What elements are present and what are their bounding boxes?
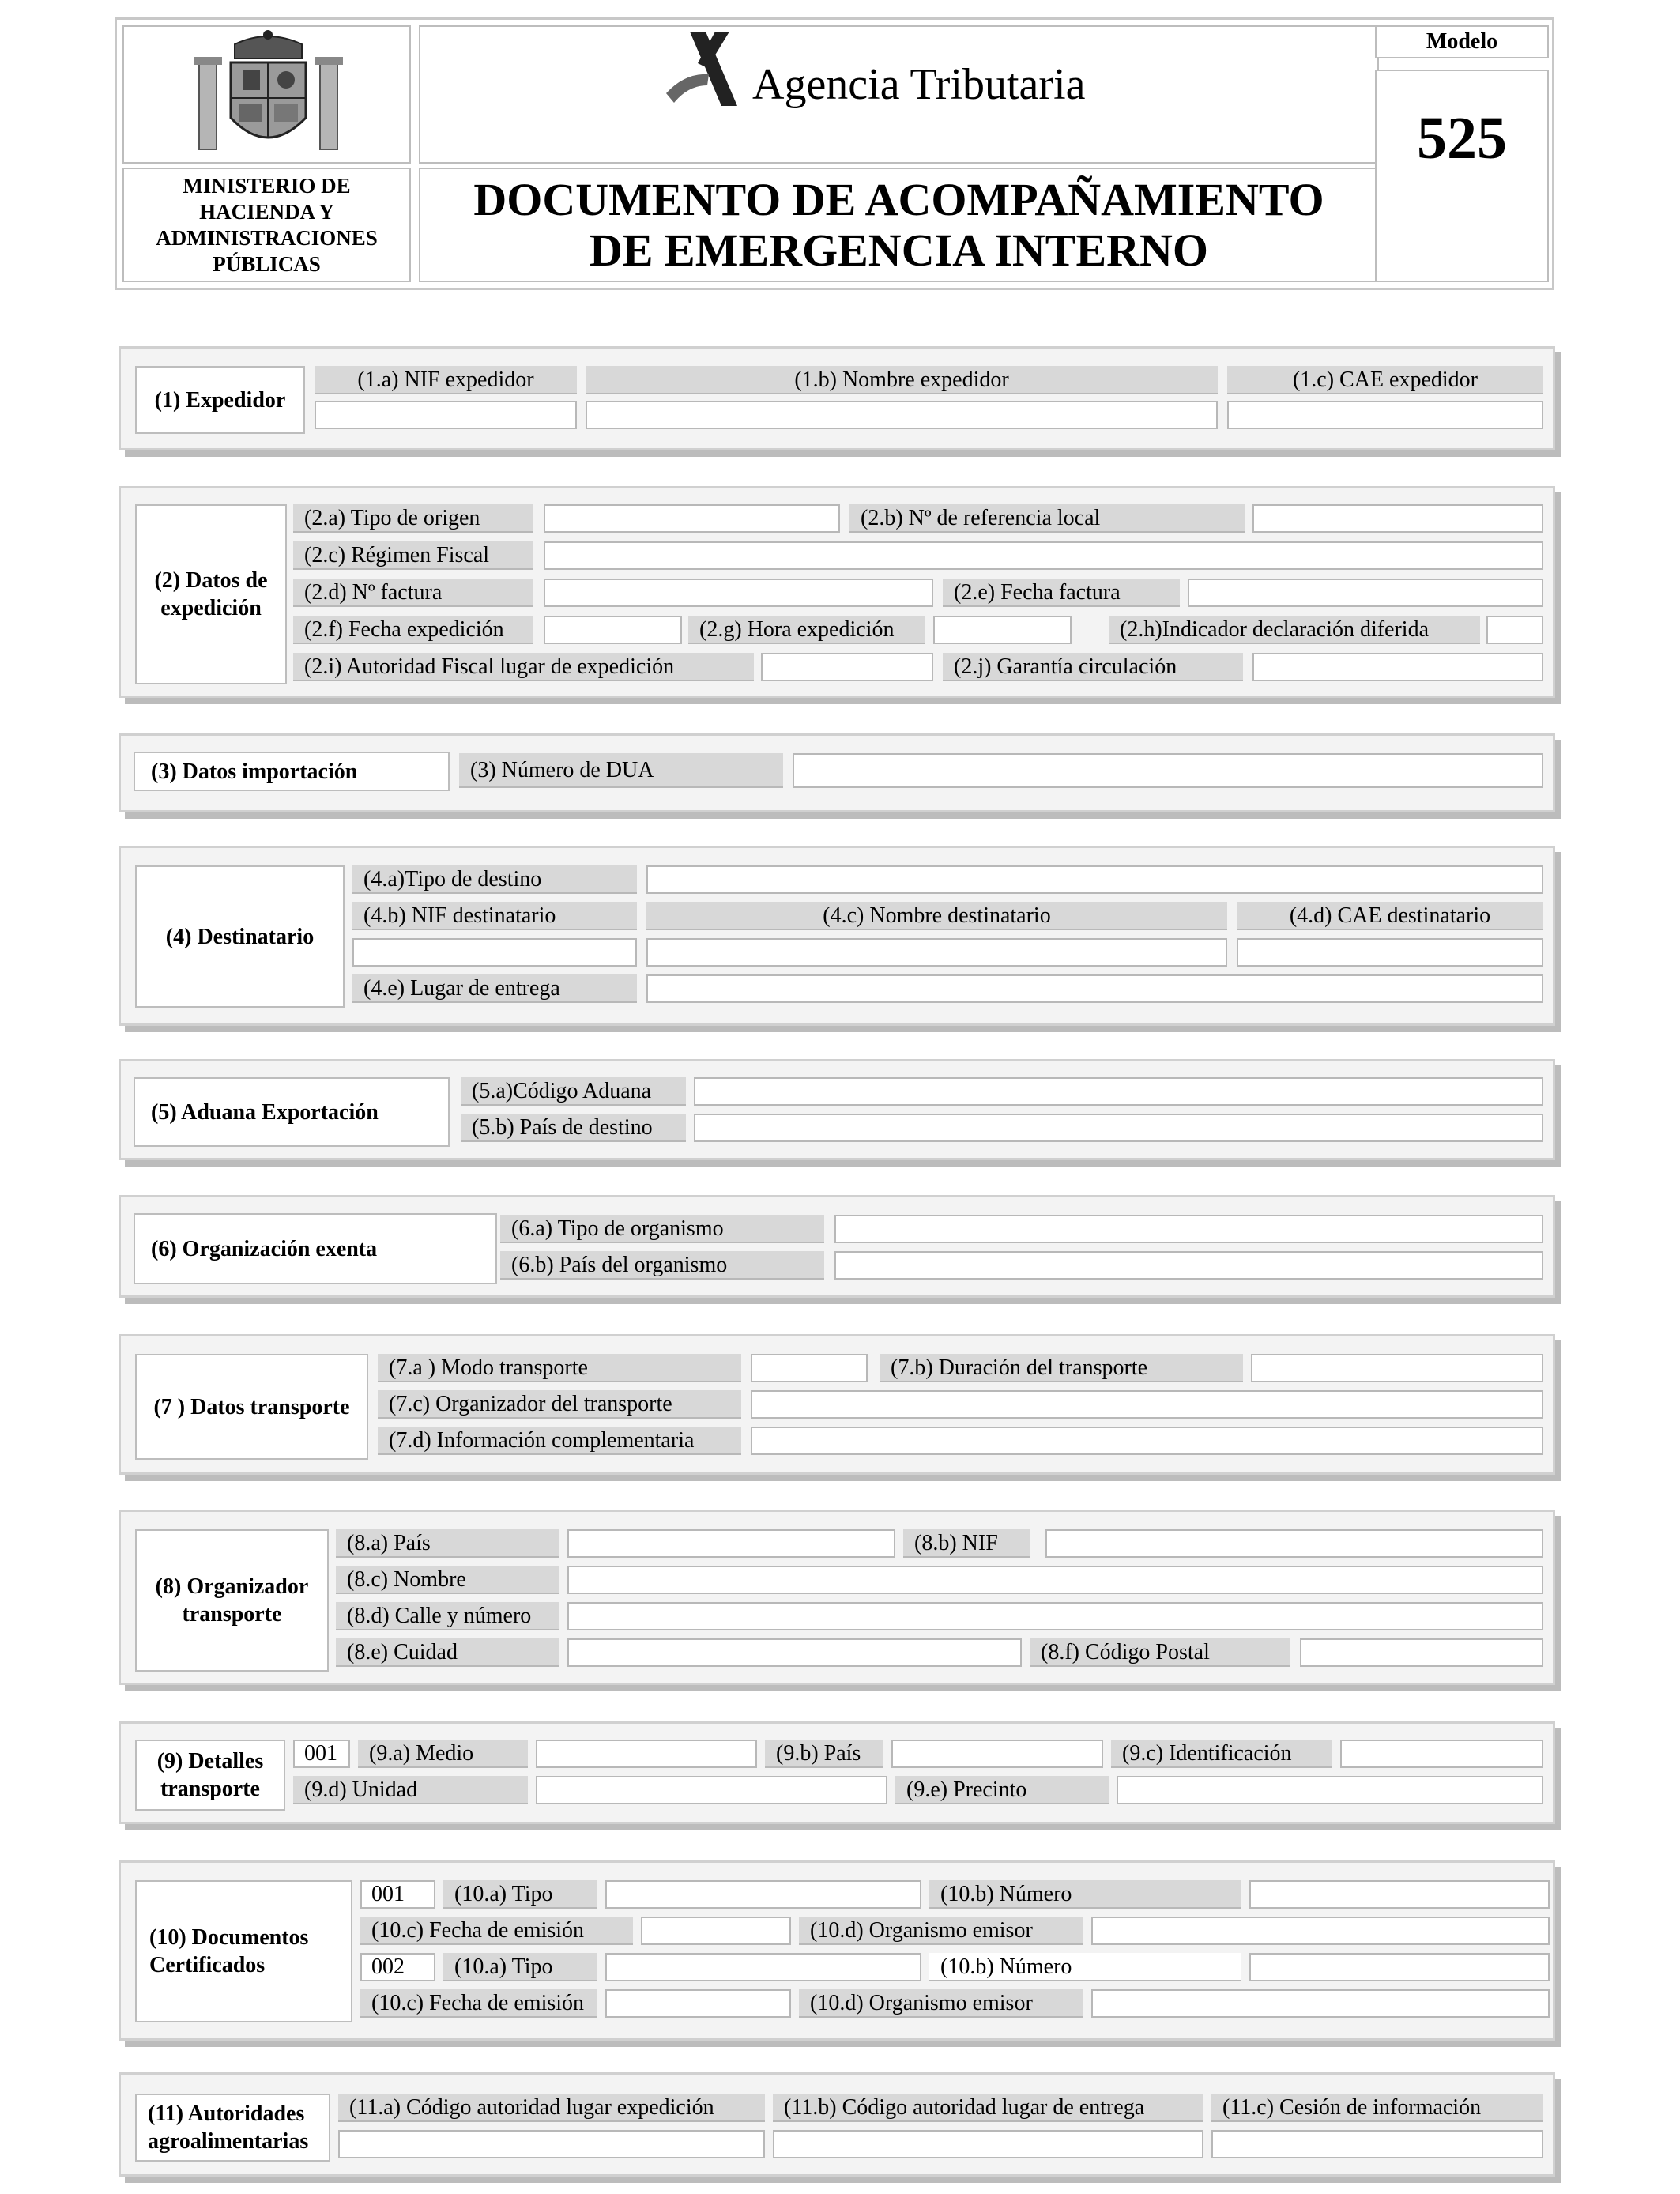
document-title-line2: DE EMERGENCIA INTERNO [589,224,1209,276]
section-documentos-certificados [119,1860,1555,2041]
ciudad-field[interactable] [567,1638,1022,1667]
autoridad-fiscal-field[interactable] [761,653,933,681]
label-7c: (7.c) Organizador del transporte [378,1390,741,1419]
tipo-documento-1-field[interactable] [605,1880,921,1909]
documento-2-number[interactable]: 002 [360,1953,435,1981]
modelo-label-box [1375,25,1549,58]
fecha-emision-2-field[interactable] [605,1989,791,2018]
label-2i: (2.i) Autoridad Fiscal lugar de expedición [293,653,754,681]
autoridad-expedicion-field[interactable] [338,2130,765,2158]
label-8d: (8.d) Calle y número [336,1602,559,1630]
section-label: (10) Documentos Certificados [135,1880,352,2022]
label-10b-1: (10.b) Número [929,1880,1241,1909]
label-11c: (11.c) Cesión de información [1211,2094,1543,2122]
label-8b: (8.b) NIF [903,1529,1030,1558]
pais-transporte-field[interactable] [891,1740,1103,1768]
agency-box [419,25,1379,164]
section-datos-expedicion [119,486,1555,698]
document-title-line1: DOCUMENTO DE ACOMPAÑAMIENTO [473,173,1324,225]
label-7d: (7.d) Información complementaria [378,1427,741,1455]
label-5b: (5.b) País de destino [461,1114,686,1142]
nombre-destinatario-field[interactable] [646,938,1227,967]
nif-destinatario-field[interactable] [352,938,637,967]
section-detalles-transporte [119,1721,1555,1824]
label-2f: (2.f) Fecha expedición [293,616,533,644]
cae-destinatario-field[interactable] [1237,938,1543,967]
modelo-number: 525 [1417,105,1507,172]
label-10a-1: (10.a) Tipo [443,1880,597,1909]
precinto-field[interactable] [1117,1776,1543,1804]
section-label: (9) Detalles transporte [135,1740,285,1811]
tipo-origen-field[interactable] [544,504,840,533]
section-label: (5) Aduana Exportación [134,1077,450,1147]
codigo-postal-field[interactable] [1300,1638,1543,1667]
label-4c: (4.c) Nombre destinatario [646,902,1227,930]
ministry-name: MINISTERIO DE HACIENDA Y ADMINISTRACIONES PÚBLICAS [156,173,378,276]
label-3: (3) Número de DUA [459,753,783,788]
hora-expedicion-field[interactable] [933,616,1072,644]
nombre-organizador-field[interactable] [567,1566,1543,1594]
section-expedidor [119,346,1555,450]
autoridad-entrega-field[interactable] [773,2130,1203,2158]
section-autoridades-agroalimentarias [119,2072,1555,2177]
section-label: (11) Autoridades agroalimentarias [135,2094,330,2162]
identificacion-field[interactable] [1340,1740,1543,1768]
label-9b: (9.b) País [765,1740,883,1768]
label-10a-2: (10.a) Tipo [443,1953,597,1981]
label-1b: (1.b) Nombre expedidor [586,366,1218,394]
coat-of-arms-icon [124,27,412,162]
label-8c: (8.c) Nombre [336,1566,559,1594]
modo-transporte-field[interactable] [751,1354,868,1382]
modelo-label: Modelo [1426,29,1498,54]
pais-organismo-field[interactable] [834,1251,1543,1280]
numero-documento-1-field[interactable] [1249,1880,1550,1909]
label-2c: (2.c) Régimen Fiscal [293,541,533,570]
label-1c: (1.c) CAE expedidor [1227,366,1543,394]
section-label: (2) Datos de expedición [135,504,287,684]
section-organizacion-exenta [119,1195,1555,1298]
section-destinatario [119,846,1555,1026]
section-label: (4) Destinatario [135,865,345,1008]
organismo-emisor-2-field[interactable] [1091,1989,1550,2018]
label-11b: (11.b) Código autoridad lugar de entrega [773,2094,1203,2122]
detalle-number-field[interactable]: 001 [293,1740,350,1768]
label-2e: (2.e) Fecha factura [943,579,1180,607]
unidad-field[interactable] [536,1776,887,1804]
section-organizador-transporte [119,1510,1555,1685]
label-1a: (1.a) NIF expedidor [315,366,577,394]
informacion-complementaria-field[interactable] [751,1427,1543,1455]
label-10d-2: (10.d) Organismo emisor [799,1989,1083,2018]
fecha-emision-1-field[interactable] [641,1917,791,1945]
nombre-expedidor-field[interactable] [586,401,1218,429]
label-4b: (4.b) NIF destinatario [352,902,637,930]
pais-destino-field[interactable] [694,1114,1543,1142]
label-10d-1: (10.d) Organismo emisor [799,1917,1083,1945]
organizador-transporte-field[interactable] [751,1390,1543,1419]
cesion-informacion-field[interactable] [1211,2130,1543,2158]
label-10c-2: (10.c) Fecha de emisión [360,1989,597,2018]
section-label: (8) Organizador transporte [135,1529,329,1672]
label-9c: (9.c) Identificación [1111,1740,1332,1768]
codigo-aduana-field[interactable] [694,1077,1543,1106]
section-datos-importacion [119,733,1555,812]
numero-factura-field[interactable] [544,579,933,607]
modelo-number-box [1375,70,1549,282]
pais-organizador-field[interactable] [567,1529,895,1558]
calle-numero-field[interactable] [567,1602,1543,1630]
label-5a: (5.a)Código Aduana [461,1077,686,1106]
numero-documento-2-field[interactable] [1249,1953,1550,1981]
section-label: (6) Organización exenta [134,1213,497,1284]
label-2g: (2.g) Hora expedición [688,616,925,644]
lugar-entrega-field[interactable] [646,974,1543,1003]
documento-1-number[interactable]: 001 [360,1880,435,1909]
fecha-expedicion-field[interactable] [544,616,682,644]
tipo-organismo-field[interactable] [834,1215,1543,1243]
nif-expedidor-field[interactable] [315,401,577,429]
referencia-local-field[interactable] [1252,504,1543,533]
fecha-factura-field[interactable] [1188,579,1543,607]
label-2j: (2.j) Garantía circulación [943,653,1243,681]
label-9e: (9.e) Precinto [895,1776,1109,1804]
medio-field[interactable] [536,1740,757,1768]
label-7b: (7.b) Duración del transporte [880,1354,1243,1382]
label-6b: (6.b) País del organismo [500,1251,824,1280]
label-4a: (4.a)Tipo de destino [352,865,637,894]
label-10b-2: (10.b) Número [929,1953,1241,1981]
document-title-box [419,168,1379,282]
coat-of-arms-box [122,25,411,164]
agency-name: Agencia Tributaria [752,60,1086,109]
label-2b: (2.b) Nº de referencia local [849,504,1245,533]
duracion-transporte-field[interactable] [1251,1354,1543,1382]
label-2h: (2.h)Indicador declaración diferida [1109,616,1480,644]
section-aduana-exportacion [119,1059,1555,1160]
label-2d: (2.d) Nº factura [293,579,533,607]
label-10c-1: (10.c) Fecha de emisión [360,1917,633,1945]
garantia-circulacion-field[interactable] [1252,653,1543,681]
nif-organizador-field[interactable] [1045,1529,1543,1558]
numero-dua-field[interactable] [793,753,1543,788]
section-label: (7 ) Datos transporte [135,1354,368,1460]
section-label: (3) Datos importación [134,752,450,791]
label-6a: (6.a) Tipo de organismo [500,1215,824,1243]
ministry-box [122,168,411,282]
tipo-destino-field[interactable] [646,865,1543,894]
regimen-fiscal-field[interactable] [544,541,1543,570]
label-8f: (8.f) Código Postal [1030,1638,1290,1667]
label-9d: (9.d) Unidad [293,1776,528,1804]
label-4d: (4.d) CAE destinatario [1237,902,1543,930]
organismo-emisor-1-field[interactable] [1091,1917,1550,1945]
cae-expedidor-field[interactable] [1227,401,1543,429]
section-datos-transporte [119,1334,1555,1475]
label-8a: (8.a) País [336,1529,559,1558]
label-4e: (4.e) Lugar de entrega [352,974,637,1003]
label-11a: (11.a) Código autoridad lugar expedición [338,2094,765,2122]
label-8e: (8.e) Cuidad [336,1638,559,1667]
agency-logo-icon [660,27,755,112]
label-2a: (2.a) Tipo de origen [293,504,533,533]
section-label: (1) Expedidor [135,366,305,434]
tipo-documento-2-field[interactable] [605,1953,921,1981]
declaracion-diferida-field[interactable] [1486,616,1543,644]
label-7a: (7.a ) Modo transporte [378,1354,741,1382]
label-9a: (9.a) Medio [358,1740,528,1768]
